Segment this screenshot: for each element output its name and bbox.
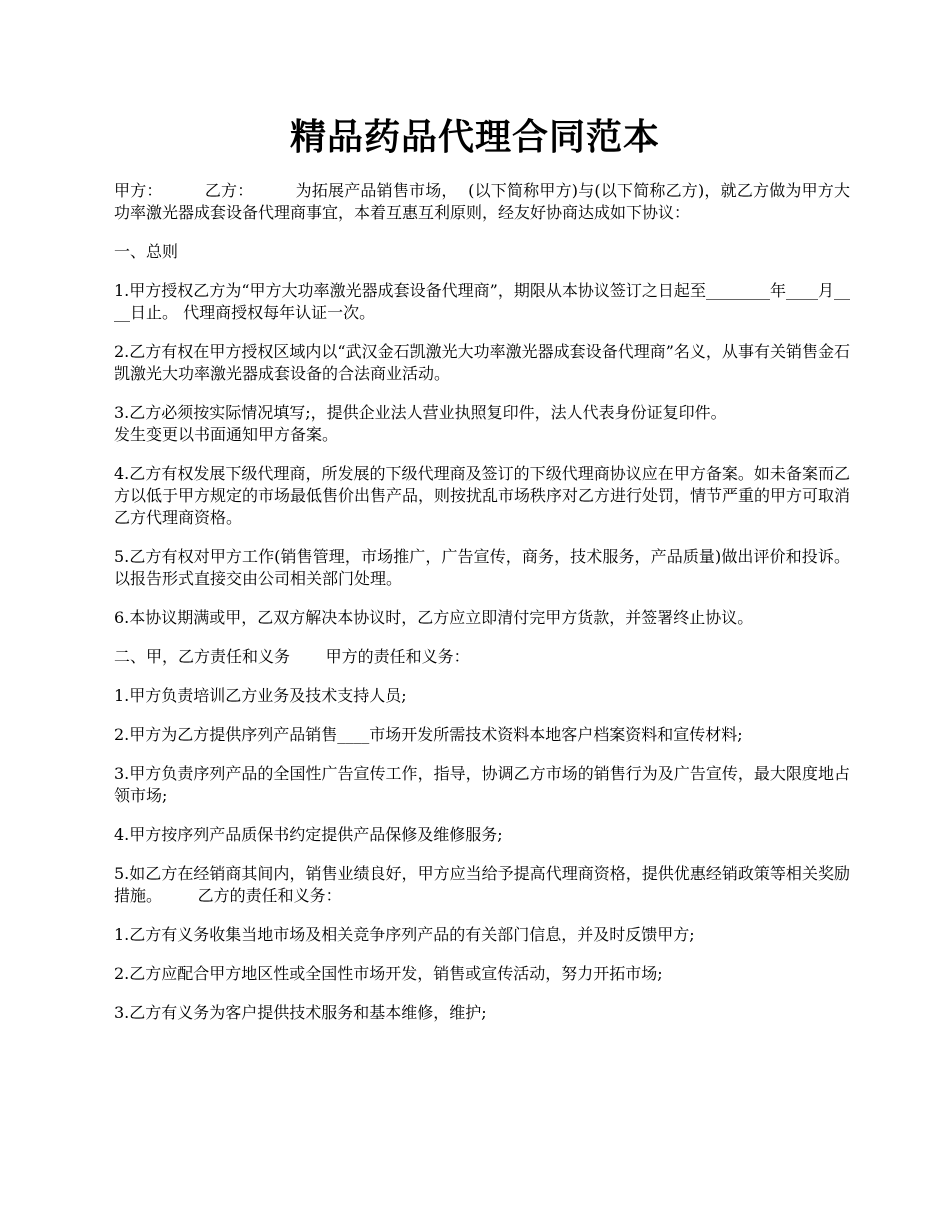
party-b-duty-1: 1.乙方有义务收集当地市场及相关竞争序列产品的有关部门信息，并及时反馈甲方; bbox=[114, 925, 695, 944]
party-a-duty-1: 1.甲方负责培训乙方业务及技术支持人员; bbox=[114, 686, 407, 705]
section-heading-general: 一、总则 bbox=[114, 242, 179, 261]
clause-1-6: 6.本协议期满或甲，乙双方解决本协议时，乙方应立即清付完甲方货款，并签署终止协议。 bbox=[114, 608, 754, 627]
clause-1-4: 4.乙方有权发展下级代理商，所发展的下级代理商及签订的下级代理商协议应在甲方备案。如未备案而乙方以低于甲方规定的市场最低售价出售产品，则按扰乱市场秩序对乙方进行处罚，情节严重的甲方可取消乙方代理商资格。 bbox=[114, 464, 851, 527]
party-a-duty-5: 5.如乙方在经销商其间内，销售业绩良好，甲方应当给予提高代理商资格，提供优惠经销政策等相关奖励措施。 乙方的责任和义务： bbox=[114, 864, 850, 905]
clause-1-5: 5.乙方有权对甲方工作(销售管理，市场推广，广告宣传，商务，技术服务，产品质量)做出评价和投诉。以报告形式直接交由公司相关部门处理。 bbox=[114, 547, 850, 588]
intro-paragraph: 甲方： 乙方： 为拓展产品销售市场， (以下简称甲方)与(以下简称乙方)，就乙方做为甲方大功率激光器成套设备代理商事宜，本着互惠互利原则，经友好协商达成如下协议： bbox=[114, 181, 850, 222]
party-b-duty-3: 3.乙方有义务为客户提供技术服务和基本维修，维护; bbox=[114, 1003, 487, 1022]
party-b-duty-2: 2.乙方应配合甲方地区性或全国性市场开发，销售或宣传活动，努力开拓市场; bbox=[114, 964, 663, 983]
party-a-duty-3: 3.甲方负责序列产品的全国性广告宣传工作，指导，协调乙方市场的销售行为及广告宣传，最大限度地占领市场; bbox=[114, 764, 850, 805]
document-title: 精品药品代理合同范本 bbox=[289, 116, 660, 158]
document-body bbox=[114, 180, 850, 1041]
clause-1-2: 2.乙方有权在甲方授权区域内以“武汉金石凯激光大功率激光器成套设备代理商”名义，从事有关销售金石凯激光大功率激光器成套设备的合法商业活动。 bbox=[114, 342, 850, 383]
party-a-duty-4: 4.甲方按序列产品质保书约定提供产品保修及维修服务; bbox=[114, 825, 503, 844]
clause-1-3: 3.乙方必须按实际情况填写;，提供企业法人营业执照复印件，法人代表身份证复印件。 发生变更以书面通知甲方备案。 bbox=[114, 403, 727, 444]
clause-1-1: 1.甲方授权乙方为“甲方大功率激光器成套设备代理商”，期限从本协议签订之日起至________年____月____日止。 代理商授权每年认证一次。 bbox=[114, 281, 850, 322]
section-heading-duties: 二、甲，乙方责任和义务 甲方的责任和义务： bbox=[114, 647, 470, 666]
party-a-duty-2: 2.甲方为乙方提供序列产品销售____市场开发所需技术资料本地客户档案资料和宣传材料; bbox=[114, 725, 743, 744]
